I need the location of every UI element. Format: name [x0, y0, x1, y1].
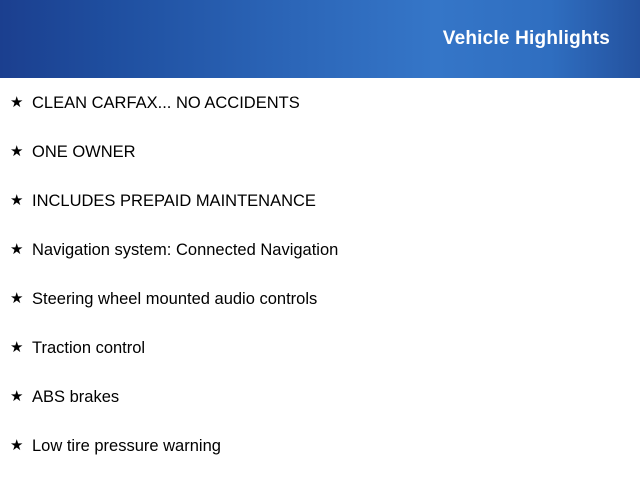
- star-icon: ★: [10, 143, 24, 160]
- highlight-label: Low tire pressure warning: [32, 437, 221, 455]
- list-item: [0, 337, 640, 386]
- list-item: [0, 386, 640, 435]
- star-icon: ★: [10, 290, 24, 307]
- star-icon: ★: [10, 192, 24, 209]
- page-title: Vehicle Highlights: [442, 28, 610, 49]
- highlight-label: ABS brakes: [32, 388, 120, 406]
- list-item: [0, 239, 640, 288]
- star-icon: ★: [10, 94, 24, 111]
- highlight-label: Navigation system: Connected Navigation: [32, 241, 339, 259]
- star-icon: ★: [10, 437, 24, 454]
- highlight-label: Traction control: [32, 339, 146, 357]
- star-icon: ★: [10, 339, 24, 356]
- highlight-label: ONE OWNER: [32, 143, 136, 161]
- highlight-label: INCLUDES PREPAID MAINTENANCE: [32, 192, 316, 210]
- list-item: [0, 141, 640, 190]
- highlight-label: Steering wheel mounted audio controls: [32, 290, 318, 308]
- highlight-label: CLEAN CARFAX... NO ACCIDENTS: [32, 94, 300, 112]
- star-icon: ★: [10, 388, 24, 405]
- star-icon: ★: [10, 241, 24, 258]
- highlights-list: [0, 78, 640, 484]
- list-item: [0, 190, 640, 239]
- page-header: [0, 0, 640, 78]
- list-item: [0, 435, 640, 484]
- list-item: [0, 92, 640, 141]
- list-item: [0, 288, 640, 337]
